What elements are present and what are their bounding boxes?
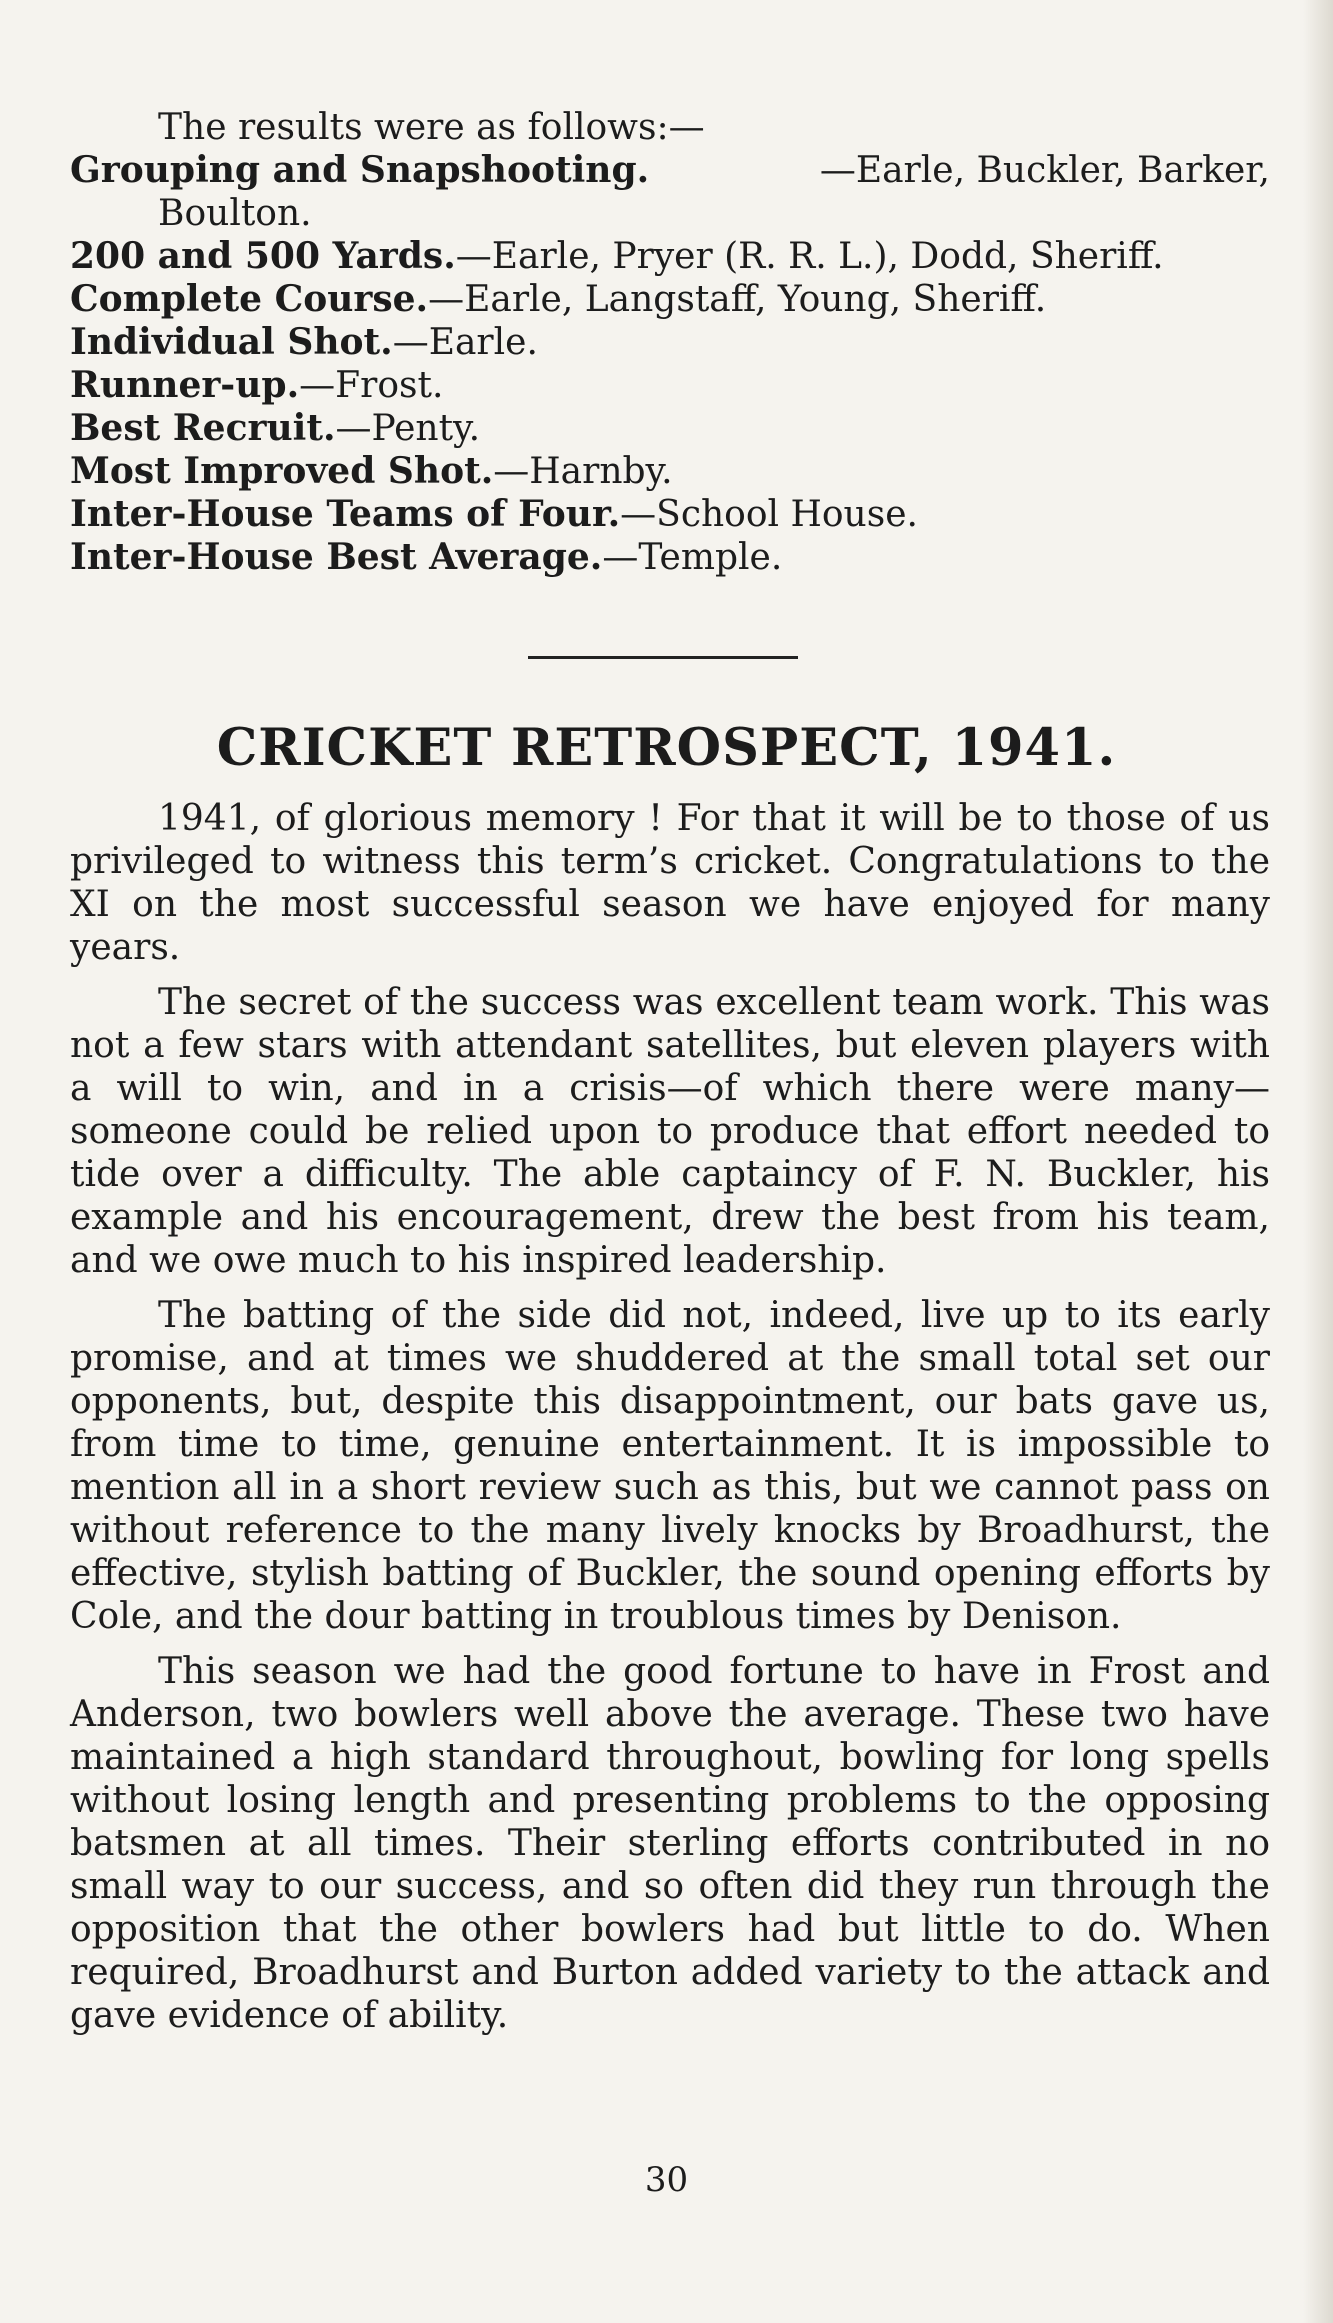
article-title: CRICKET RETROSPECT, 1941. [216,718,1117,778]
section-divider [528,656,798,659]
result-label: Complete Course. [70,278,429,320]
result-label: Individual Shot. [70,321,393,363]
result-label: 200 and 500 Yards. [70,235,456,277]
results-intro: The results were as follows:— [158,107,705,148]
article-paragraph: The secret of the success was excellent team work. This was not a few stars with attendant satellites, but eleven players with a will to win, and in a crisis—of which there were many—someone could be relied upon to produce that effort needed to tide over a difficulty. The able captaincy of F. N. Buckler, his example and his encouragement, drew the best from his team, and we owe much to his inspired leadership. [70,982,1270,1281]
page-number: 30 [644,2160,689,2200]
article-paragraph: This season we had the good fortune to have in Frost and Anderson, two bowlers well above the average. These two have maintained a high standard throughout, bowling for long spells without losing length and presenting problems to the opposing batsmen at all times. Their sterling efforts contributed in no small way to our success, and so often did they run through the opposition that the other bowlers had but little to do. When required, Broadhurst and Burton added variety to the attack and gave evidence of ability. [70,1651,1270,2036]
article-paragraph: The batting of the side did not, indeed, live up to its early promise, and at times we shuddered at the small total set our opponents, but, despite this disappointment, our bats gave us, from time to time, genuine entertainment. It is impossible to mention all in a short review such as this, but we cannot pass on without reference to the many lively knocks by Broadhurst, the effective, stylish batting of Buckler, the sound opening efforts by Cole, and the dour batting in troublous times by Denison. [70,1295,1270,1637]
result-text: —Earle. [392,322,538,363]
result-text: —School House. [620,494,918,535]
result-text: —Penty. [335,408,481,449]
result-text: —Earle, Pryer (R. R. L.), Dodd, Sheriff. [455,236,1164,277]
result-text: —Harnby. [493,451,673,492]
result-label: Inter-House Best Average. [70,536,603,578]
result-label: Most Improved Shot. [70,450,494,492]
result-continuation: Boulton. [158,193,312,234]
result-text: —Frost. [299,365,444,406]
result-item [70,536,1270,579]
result-label: Grouping and Snapshooting. [70,149,650,191]
result-item [70,321,1270,364]
result-text: —Temple. [602,537,783,578]
shooting-results [70,106,1270,579]
result-label: Best Recruit. [70,407,336,449]
result-item [70,278,1270,321]
result-item [70,149,1270,192]
result-item [70,493,1270,536]
result-item [70,407,1270,450]
result-item [70,235,1270,278]
article-body [70,797,1270,2049]
page-edge-shadow [1303,0,1333,2323]
article-paragraph: 1941, of glorious memory ! For that it will be to those of us privileged to witness this term’s cricket. Congratulations to the XI on the most successful season we have enjoyed for many years. [70,798,1270,968]
result-item [70,450,1270,493]
result-text: —Earle, Langstaff, Young, Sheriff. [428,279,1047,320]
result-item [70,364,1270,407]
result-label: Runner-up. [70,364,300,406]
result-label: Inter-House Teams of Four. [70,493,621,535]
result-text: —Earle, Buckler, Barker, [819,150,1270,191]
